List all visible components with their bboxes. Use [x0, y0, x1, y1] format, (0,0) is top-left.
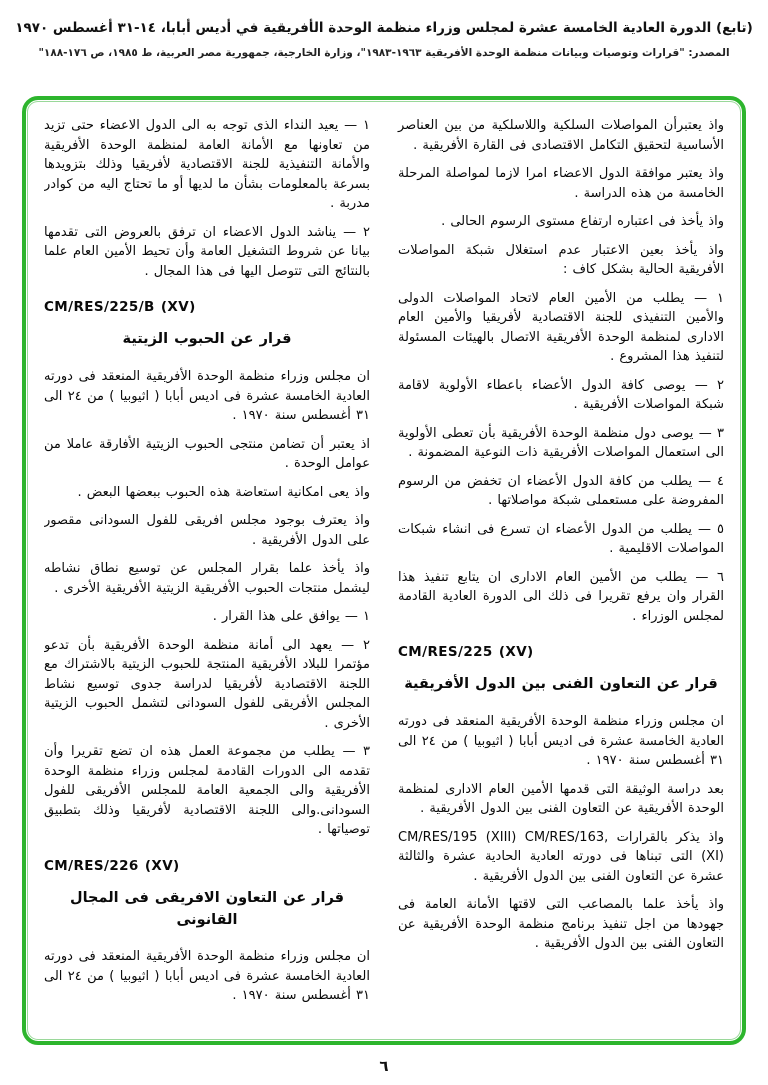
paragraph: ٢ — يوصى كافة الدول الأعضاء باعطاء الأولوية لاقامة شبكة المواصلات الأفريقية . [398, 377, 724, 412]
resolution-title: قرار عن الحبوب الزيتية [122, 331, 292, 348]
paragraph: بعد دراسة الوثيقة التى قدمها الأمين العام الادارى لمنظمة الوحدة الأفريقية عن التعاون الفنى بين الدول الأفريقية . [398, 781, 724, 816]
paragraph: ١ — يوافق على هذا القرار . [212, 609, 370, 624]
paragraph: ٦ — يطلب من الأمين العام الادارى ان يتابع تنفيذ هذا القرار وان يرفع تقريرا فى ذلك الى الدورة العادية القادمة لمجلس الوزراء . [398, 569, 724, 624]
resolution-code: CM/RES/226 (XV) [44, 857, 180, 874]
paragraph: ٣ — يطلب من مجموعة العمل هذه ان تضع تقريرا وأن تقدمه الى الدورات القادمة لمجلس وزراء منظمة الوحدة الأفريقية والى الجمعية العامة للمجلس الأفريقى للفول السودانى.والى اللجنة الاقتصادية لأفريقيا وذلك بتطبيق توصياتها . [44, 744, 370, 837]
paragraph: ٤ — يطلب من كافة الدول الأعضاء ان تخفض من الرسوم المفروضة على مستعملى شبكة مواصلاتها . [398, 473, 724, 508]
paragraph: ٢ — يناشد الدول الاعضاء ان ترفق بالعروض التى تقدمها بيانا عن شروط التشغيل العامة وأن تحيط الأمين العام علما بالنتائج التى تتوصل اليها فى هذا المجال . [44, 224, 370, 279]
paragraph: ان مجلس وزراء منظمة الوحدة الأفريقية المنعقد فى دورته العادية الخامسة عشرة فى اديس أبابا ( اثيوبيا ) من ٢٤ الى ٣١ أغسطس سنة ١٩٧٠ . [44, 369, 370, 423]
paragraph: واذ يأخذ بعين الاعتبار عدم استغلال شبكة المواصلات الأفريقية الحالية بشكل كاف : [398, 242, 724, 277]
paragraph: ان مجلس وزراء منظمة الوحدة الأفريقية المنعقد فى دورته العادية الخامسة عشرة فى اديس أبابا ( اثيوبيا ) من ٢٤ الى ٣١ أغسطس سنة ١٩٧٠ . [398, 714, 724, 768]
paragraph: اذ يعتبر أن تضامن منتجى الحبوب الزيتية الأفارقة عاملا من عوامل الوحدة . [44, 436, 370, 471]
paragraph: ٣ — يوصى دول منظمة الوحدة الأفريقية بأن تعطى الأولوية الى استعمال المواصلات الأفريقية ذات النوعية المضمونة . [398, 425, 724, 460]
header-source-line: المصدر: "قرارات وتوصيات وبيانات منظمة الوحدة الأفريقية ١٩٦٣-١٩٨٣"، وزارة الخارجية، جمهورية مصر العربية، ط ١٩٨٥، ص ١٧٦-١٨٨" [38, 47, 730, 59]
paragraph: واذ يأخذ علما بقرار المجلس عن توسيع نطاق نشاطه ليشمل منتجات الحبوب الأفريقية الزيتية الأفريقية الأخرى . [44, 561, 370, 596]
paragraph: واذ يعترف بوجود مجلس افريقى للفول السودانى مقصور على الدول الأفريقية . [44, 513, 370, 548]
paragraph: ١ — يطلب من الأمين العام لاتحاد المواصلات الدولى والأمين التنفيذى للجنة الاقتصادية لأفريقيا والأمين العام الادارى لمنظمة الوحدة الأفريقية الاتصال بالهيئات المسئولة لتنفيذ هذا المشروع . [398, 290, 724, 364]
resolution-code: CM/RES/225/B (XV) [44, 299, 196, 315]
header-title: (تابع) الدورة العادية الخامسة عشرة لمجلس وزراء منظمة الوحدة الأفريقية في أديس أبابا، ١٤-٣١ أغسطس ١٩٧٠ [15, 20, 753, 36]
content-frame [22, 96, 746, 1045]
left-column [44, 116, 370, 1031]
paragraph: واذ يذكر بالقرارات ,CM/RES/195 (XIII) CM/RES/163 (XI) التى تبناها فى دورته العادية الحادية عشرة والثالثة عشرة عن التعاون الفنى بين الدول الأفريقية . [398, 829, 724, 884]
resolution-code: CM/RES/225 (XV) [398, 644, 534, 660]
paragraph: واذ يأخذ فى اعتباره ارتفاع مستوى الرسوم الحالى . [441, 214, 724, 229]
resolution-title: قرار عن التعاون الفنى بين الدول الأفريقية [404, 676, 718, 693]
right-column [398, 116, 724, 1031]
paragraph: واذ يعتبرأن المواصلات السلكية واللاسلكية من بين العناصر الأساسية لتحقيق التكامل الاقتصادى فى القارة الأفريقية . [398, 118, 724, 153]
paragraph: ٢ — يعهد الى أمانة منظمة الوحدة الأفريقية بأن تدعو مؤتمرا للبلاد الأفريقية المنتجة للحبوب الزيتية بالاشتراك مع اللجنة الاقتصادية لأفريقيا لدراسة جدوى توسيع نشاط المجلس الأفريقى للفول السودانى لتشمل الحبوب الزيتية الأخرى . [44, 637, 370, 731]
paragraph: واذ يأخذ علما بالمصاعب التى لاقتها الأمانة العامة فى جهودها من اجل تنفيذ برنامج منظمة الوحدة الأفريقية عن التعاون الفنى بين الدول الأفريقية . [398, 897, 724, 951]
resolution-title: قرار عن التعاون الافريقى فى المجال القانونى [70, 889, 344, 928]
paragraph: ١ — يعيد النداء الذى توجه به الى الدول الاعضاء حتى تزيد من تعاونها مع الأمانة العامة لمنظمة الوحدة الأفريقية والأمانة التنفيذية للجنة الاقتصادية لأفريقيا وذلك بتزويدها بسرعة بالمعلومات بشأن ما لديها أو ما تحتاج اليه من كوادر مدربة . [44, 118, 370, 211]
document-header [0, 0, 768, 59]
paragraph: ٥ — يطلب من الدول الأعضاء ان تسرع فى انشاء شبكات المواصلات الاقليمية . [398, 521, 724, 556]
paragraph: واذ يعى امكانية استعاضة هذه الحبوب ببعضها البعض . [77, 484, 370, 500]
two-column-layout [44, 116, 724, 1031]
paragraph: واذ يعتبر موافقة الدول الاعضاء امرا لازما لمواصلة المرحلة الخامسة من هذه الدراسة . [398, 166, 724, 201]
page-number: ٦ [379, 1057, 389, 1075]
paragraph: ان مجلس وزراء منظمة الوحدة الأفريقية المنعقد فى دورته العادية الخامسة عشرة فى اديس أبابا ( اثيوبيا ) من ٢٤ الى ٣١ أغسطس سنة ١٩٧٠ . [44, 949, 370, 1004]
